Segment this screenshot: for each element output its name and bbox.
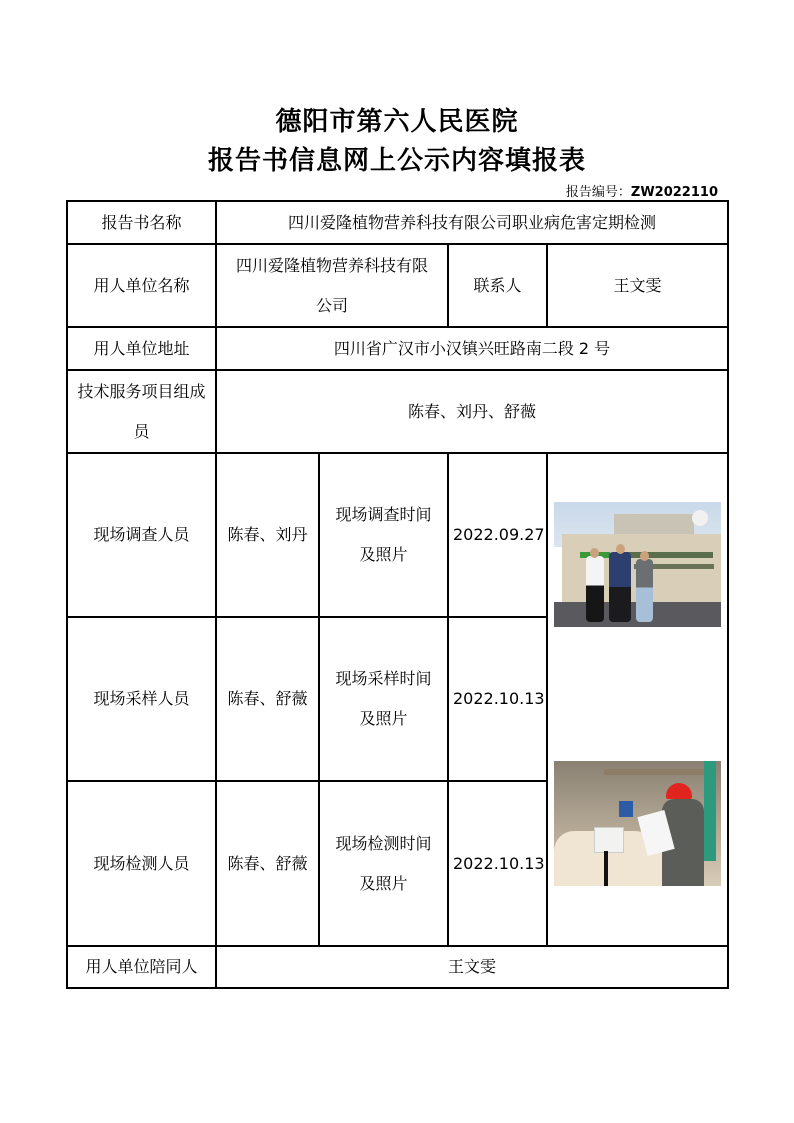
row-accompanying [67, 946, 728, 988]
sampling-staff-label: 现场采样人员 [67, 617, 216, 781]
address-value: 四川省广汉市小汉镇兴旺路南二段 2 号 [216, 327, 728, 370]
report-name-value: 四川爱隆植物营养科技有限公司职业病危害定期检测 [216, 201, 728, 244]
row-employer [67, 244, 728, 327]
employer-name-value: 四川爱隆植物营养科技有限公司 [216, 244, 448, 327]
team-label: 技术服务项目组成员 [67, 370, 216, 453]
team-value: 陈春、刘丹、舒薇 [216, 370, 728, 453]
employer-name-label: 用人单位名称 [67, 244, 216, 327]
survey-staff-label: 现场调查人员 [67, 453, 216, 617]
report-number [566, 181, 718, 200]
sampling-time-label: 现场采样时间及照片 [319, 617, 448, 781]
report-number-label: 报告编号： [565, 185, 631, 200]
survey-time-label: 现场调查时间及照片 [319, 453, 448, 617]
address-label: 用人单位地址 [67, 327, 216, 370]
row-report-name [67, 201, 728, 244]
form-title: 报告书信息网上公示内容填报表 [207, 146, 586, 176]
report-name-label: 报告书名称 [67, 201, 216, 244]
sampling-date: 2022.10.13 [448, 617, 547, 781]
site-testing-photo [554, 761, 721, 886]
row-team [67, 370, 728, 453]
testing-time-label: 现场检测时间及照片 [319, 781, 448, 946]
contact-value: 王文雯 [547, 244, 728, 327]
hospital-title: 德阳市第六人民医院 [275, 107, 519, 137]
info-table [66, 200, 729, 989]
sampling-staff-value: 陈春、舒薇 [216, 617, 319, 781]
accompanying-label: 用人单位陪同人 [67, 946, 216, 988]
row-survey [67, 453, 728, 617]
testing-staff-value: 陈春、舒薇 [216, 781, 319, 946]
site-survey-photo [554, 502, 721, 627]
row-address [67, 327, 728, 370]
photos-cell [547, 453, 728, 946]
survey-date: 2022.09.27 [448, 453, 547, 617]
testing-date: 2022.10.13 [448, 781, 547, 946]
accompanying-value: 王文雯 [216, 946, 728, 988]
survey-staff-value: 陈春、刘丹 [216, 453, 319, 617]
testing-staff-label: 现场检测人员 [67, 781, 216, 946]
report-number-value: ZW2022110 [630, 185, 718, 200]
contact-label: 联系人 [448, 244, 547, 327]
